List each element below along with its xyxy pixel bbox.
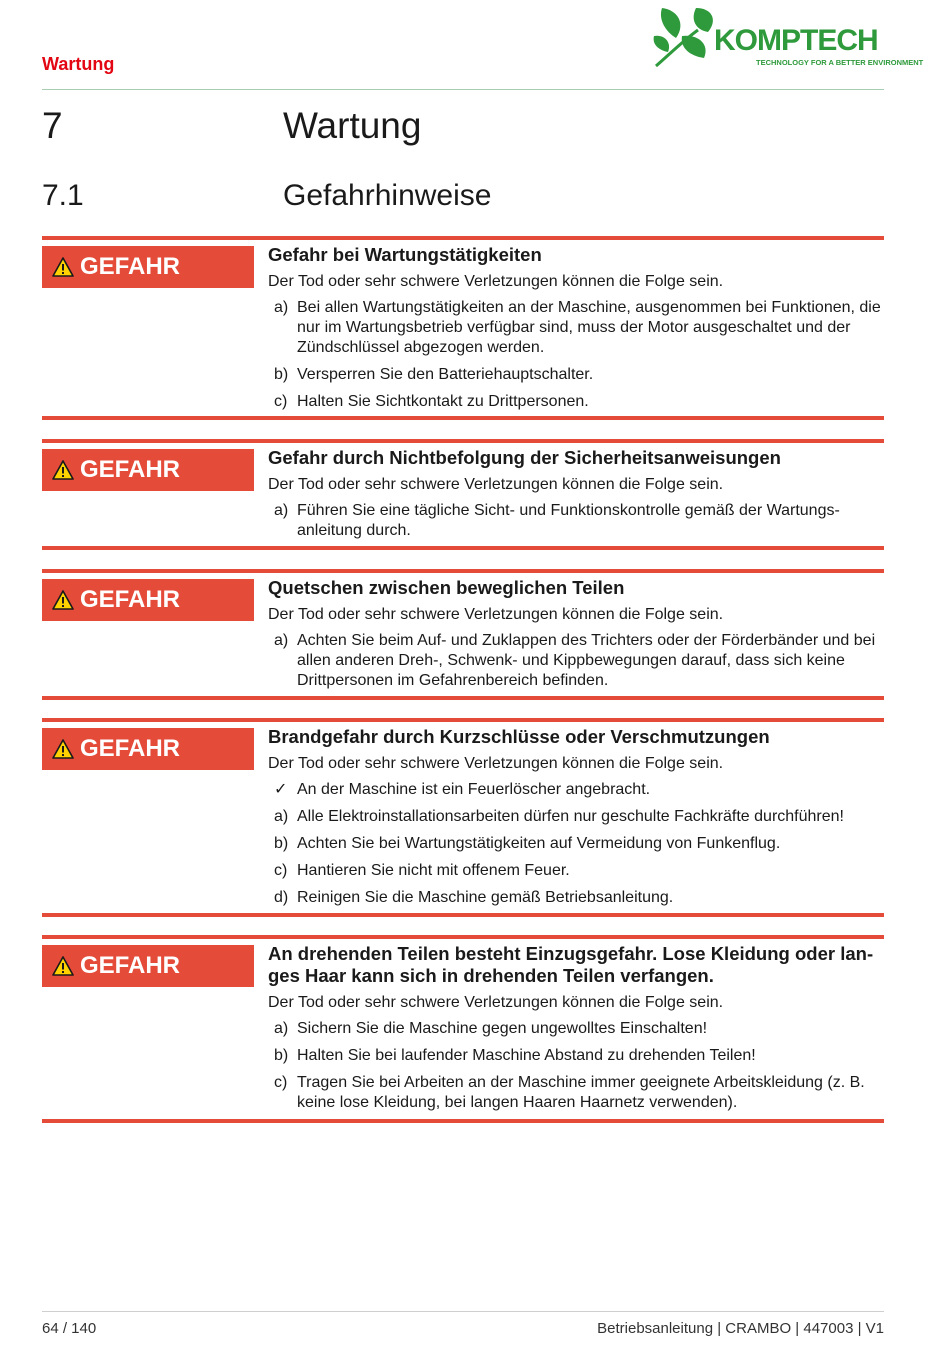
notice-rule-top (42, 439, 884, 443)
notice-step (268, 780, 884, 800)
page-number: 64 / 140 (42, 1320, 97, 1337)
step-text: Sichern Sie die Maschine gegen ungewolltes Einschalten! (297, 1020, 708, 1037)
section-title: Gefahrhinweise (283, 179, 492, 212)
notice-consequence: Der Tod oder sehr schwere Verletzungen können die Folge sein. (268, 273, 724, 290)
chapter-title: Wartung (283, 105, 422, 146)
section-number: 7.1 (42, 179, 84, 212)
notice-step (268, 807, 884, 827)
danger-badge-label: GEFAHR (80, 952, 181, 979)
notice-title: Gefahr durch Nichtbefolgung der Sicherheitsanweisungen (268, 447, 781, 468)
notice-step (268, 888, 884, 908)
notice-title: Quetschen zwischen beweglichen Teilen (268, 577, 625, 598)
step-label: a) (274, 502, 289, 519)
notice-rule-top (42, 569, 884, 573)
step-text: Reinigen Sie die Maschine gemäß Betriebsanleitung. (297, 889, 674, 906)
step-label: a) (274, 1020, 289, 1037)
notice-rule-bottom (42, 546, 884, 550)
danger-badge-label: GEFAHR (80, 253, 181, 280)
step-text: Führen Sie eine tägliche Sicht- und Funktionskontrolle gemäß der Wartungsanleitung durch. (297, 502, 840, 539)
step-label: a) (274, 808, 289, 825)
step-text: Tragen Sie bei Arbeiten an der Maschine immer geeignete Arbeitskleidung (z. B. keine lose Kleidung, bei langen Haaren Haarnetz verwenden). (297, 1074, 865, 1111)
notice-title: An drehenden Teilen besteht Einzugsgefahr. Lose Kleidung oder langes Haar kann sich in drehenden Teilen verfangen. (268, 943, 874, 986)
danger-notice (42, 236, 884, 420)
warning-triangle-icon (52, 956, 74, 976)
notice-title: Gefahr bei Wartungstätigkeiten (268, 244, 542, 265)
danger-badge-label: GEFAHR (80, 456, 181, 483)
warning-triangle-icon (52, 257, 74, 277)
notice-consequence: Der Tod oder sehr schwere Verletzungen können die Folge sein. (268, 994, 724, 1011)
warning-triangle-icon (52, 739, 74, 759)
step-text: Versperren Sie den Batteriehauptschalter. (297, 366, 594, 383)
step-label: b) (274, 835, 289, 852)
notice-rule-top (42, 236, 884, 240)
step-label: b) (274, 1047, 289, 1064)
notice-consequence: Der Tod oder sehr schwere Verletzungen können die Folge sein. (268, 755, 724, 772)
notice-step (268, 861, 884, 881)
notice-rule-bottom (42, 1119, 884, 1123)
warning-triangle-icon (52, 590, 74, 610)
danger-badge (42, 579, 254, 621)
warning-triangle-icon (52, 460, 74, 480)
notice-title: Brandgefahr durch Kurzschlüsse oder Verschmutzungen (268, 726, 770, 747)
step-label: d) (274, 889, 289, 906)
footer-divider (42, 1311, 884, 1312)
danger-badge-label: GEFAHR (80, 586, 181, 613)
running-header-section: Wartung (42, 54, 115, 74)
step-label: ✓ (274, 781, 288, 798)
notice-step (268, 501, 884, 541)
notice-content (268, 447, 884, 548)
danger-notice (42, 718, 884, 917)
step-text: Hantieren Sie nicht mit offenem Feuer. (297, 862, 570, 879)
notice-content (268, 244, 884, 419)
step-text: Halten Sie bei laufender Maschine Abstand zu drehenden Teilen! (297, 1047, 756, 1064)
notice-step (268, 392, 884, 412)
notice-consequence: Der Tod oder sehr schwere Verletzungen können die Folge sein. (268, 606, 724, 623)
danger-badge (42, 728, 254, 770)
document-id: Betriebsanleitung | CRAMBO | 447003 | V1 (597, 1320, 884, 1337)
notice-content (268, 577, 884, 698)
notice-step (268, 834, 884, 854)
danger-badge (42, 449, 254, 491)
notice-step (268, 298, 884, 358)
header-divider (42, 89, 884, 90)
notice-rule-bottom (42, 416, 884, 420)
step-text: Achten Sie bei Wartungstätigkeiten auf Vermeidung von Funkenflug. (297, 835, 781, 852)
step-text: Alle Elektroinstallationsarbeiten dürfen nur geschulte Fachkräfte durchführen! (297, 808, 844, 825)
leaf-icon (652, 6, 722, 70)
notice-content (268, 943, 884, 1120)
danger-notice (42, 569, 884, 700)
step-text: An der Maschine ist ein Feuerlöscher angebracht. (297, 781, 651, 798)
notice-step (268, 1046, 884, 1066)
step-label: b) (274, 366, 289, 383)
danger-notice (42, 935, 884, 1123)
notice-rule-top (42, 935, 884, 939)
step-label: a) (274, 632, 289, 649)
step-label: a) (274, 299, 289, 316)
danger-notice (42, 439, 884, 550)
notice-step (268, 631, 884, 691)
notice-rule-top (42, 718, 884, 722)
notice-rule-bottom (42, 696, 884, 700)
danger-badge-label: GEFAHR (80, 735, 181, 762)
notice-step (268, 365, 884, 385)
notice-rule-bottom (42, 913, 884, 917)
step-text: Bei allen Wartungstätigkeiten an der Maschine, ausgenommen bei Funktionen, die nur im Wartungsbetrieb verfügbar sind, muss der Motor ausgeschaltet und der Zündschlüssel abgezogen werden. (297, 299, 881, 356)
step-text: Achten Sie beim Auf- und Zuklappen des Trichters oder der Förderbänder und bei allen anderen Dreh-, Schwenk- und Kippbewegungen darauf, dass sich keine Drittpersonen im Gefahrenbereich befinden. (297, 632, 876, 689)
danger-badge (42, 945, 254, 987)
notice-step (268, 1073, 884, 1113)
komptech-logo: KOMPTECH TECHNOLOGY FOR A BETTER ENVIRONMENT (652, 6, 888, 70)
step-text: Halten Sie Sichtkontakt zu Drittpersonen. (297, 393, 589, 410)
step-label: c) (274, 1074, 288, 1091)
step-label: c) (274, 393, 288, 410)
danger-badge (42, 246, 254, 288)
notice-content (268, 726, 884, 915)
chapter-number: 7 (42, 105, 63, 146)
step-label: c) (274, 862, 288, 879)
notice-consequence: Der Tod oder sehr schwere Verletzungen können die Folge sein. (268, 476, 724, 493)
notice-step (268, 1019, 884, 1039)
